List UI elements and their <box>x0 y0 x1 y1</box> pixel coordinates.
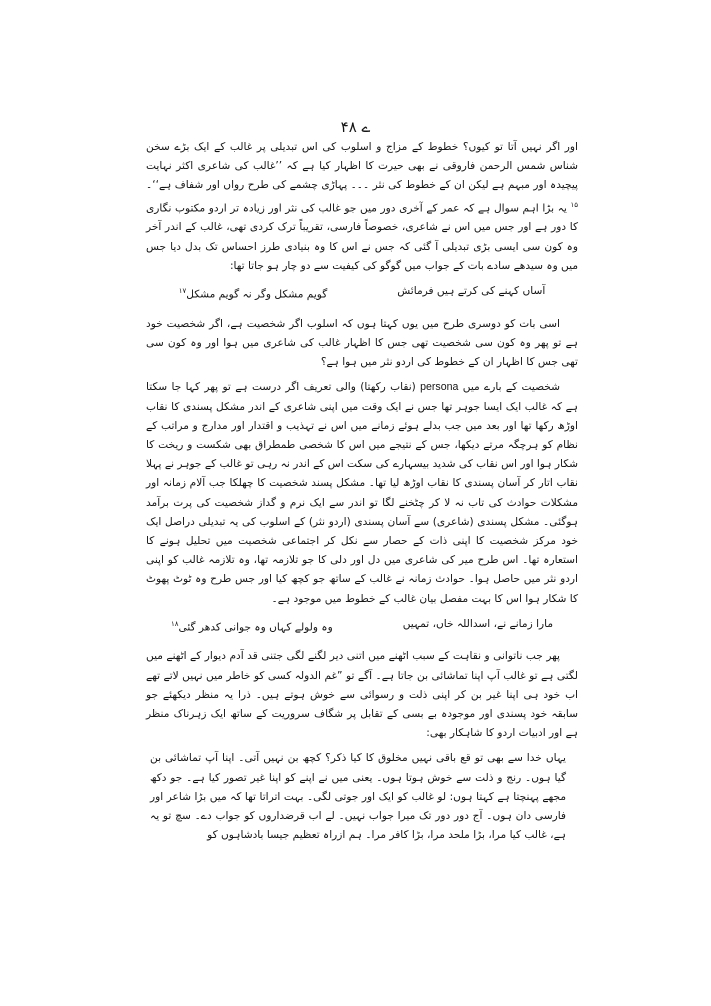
footnote-ref-17: ۱۷ <box>178 286 187 295</box>
footnote-ref-15: ۱۵ <box>570 200 578 209</box>
body-text <box>146 138 578 846</box>
verse-1-left: گویم مشکل وگر نہ گویم مشکل$^{۱۷}$ <box>178 286 328 301</box>
verse-2-left: وہ ولولے کہاں وہ جوانی کدھر گئی$^{۱۸}$ <box>170 619 333 634</box>
paragraph-1-text: اور اگر نہیں آتا تو کیوں؟ خطوط کے مزاج و اسلوب کی اس تبدیلی پر غالب کے ایک بڑے سخن شناس شمس الرحمن فاروقی نے بھی حیرت کا اظہار کیا ہے کہ ’’غالب کی شاعری اکثر نہایت پیچیدہ اور مبہم ہے لیکن ان کے خطوط کی نثر ۔۔۔ پہاڑی چشمے کی طرح رواں اور شفاف ہے‘‘۔ <box>146 141 578 192</box>
page-number: ۴۸ ے <box>340 118 371 136</box>
footnote-ref-18: ۱۸ <box>170 619 179 628</box>
verse-couplet-2 <box>146 615 578 638</box>
paragraph-2-text: یہ بڑا اہم سوال ہے کہ عمر کے آخری دور میں جو غالب کی نثر اور زیادہ تر اردو مکتوب نگاری کا دور ہے اور جس میں اس نے شاعری، خصوصاً فارسی، تقریباً ترک کردی تھی، غالب کے اندر آخر وہ کون سی ایسی بڑی تبدیلی آ گئی کہ جس نے اس کا وہ بنیادی طرز احساس تک بدل دیا جس میں وہ سیدھے سادے بات کے جواب میں گوگو کی کیفیت سے دو چار ہو جاتا تھا: <box>146 202 578 272</box>
paragraph-3: اسی بات کو دوسری طرح میں یوں کہتا ہوں کہ اسلوب اگر شخصیت ہے، اگر شخصیت خود ہے تو پھر وہ کون سی شخصیت تھی جس کا اظہار غالب کی شاعری میں ہوا اور وہ کون سی تھی جس کا اظہار ان کے خطوط کی اردو نثر میں ہوا ہے؟ <box>146 317 578 369</box>
verse-2-right: مارا زمانے نے، اسداللہ خاں، تمہیں <box>402 617 554 630</box>
persona-term: persona <box>420 381 459 394</box>
block-quote: یہاں خدا سے بھی تو قع باقی نہیں مخلوق کا کیا ذکر؟ کچھ بن نہیں آتی۔ اپنا آپ تماشائی بن گیا ہوں۔ رنج و ذلت سے خوش ہوتا ہوں۔ یعنی میں نے اپنے کو اپنا غیر تصور کیا ہے۔ جو دکھ مجھے پہنچتا ہے کہتا ہوں: لو غالب کو ایک اور جوتی لگی۔ بہت اتراتا تھا کہ میں بڑا شاعر اور فارسی دان ہوں۔ آج دور دور تک میرا جواب نہیں۔ لے اب قرضداروں کو جواب دے۔ سچ تو یہ ہے، غالب کیا مرا، بڑا ملحد مرا، بڑا کافر مرا۔ ہم ازراہ تعظیم جیسا بادشاہوں کو <box>150 752 566 842</box>
paragraph-1 <box>146 138 578 276</box>
verse-couplet-1 <box>146 282 578 305</box>
paragraph-5: پھر جب ناتوانی و نقاہت کے سبب اٹھنے میں اتنی دیر لگنے لگی جتنی قد آدم دیوار کے اٹھنے میں لگتی ہے تو غالب آپ اپنا تماشائی بن جاتا ہے۔ آگے تو ”غم الدولہ کسی کو خاطر میں نہیں لاتے تھے اب خود ہی اپنا غیر بن کر اپنی ذلت و رسوائی سے خوش ہوتے ہیں۔ ذرا یہ منظر دیکھئے جو سابقہ خود پسندی اور موجودہ بے بسی کے تقابل پر شگاف سروریت کے ساتھ ایک زہرناک منظر ہے اور ادبیات اردو کا شاہکار بھی: <box>146 650 578 740</box>
paragraph-4: شخصیت کے بارے میں persona (نقاب رکھتا) والی تعریف اگر درست ہے تو پھر کہا جا سکتا ہے کہ غالب ایک ایسا جوہر تھا جس نے ایک وقت میں اپنی شاعری کے اندر مشکل پسندی کا نقاب اوڑھ رکھا تھا اور بعد میں جب بدلے ہوئے زمانے میں اس نے تہذیب و اقتدار اور مدارج و مراتب کے نظام کو ہرچگہ مرتے دیکھا، جس کے نتیجے میں اس کا شخصی طمطراق بھی شکست و ریخت کا شکار ہوا اور اس نقاب کی شدید بیسہارے کی سکت اس کے اندر نہ رہی تو غالب کے جوہر نے پہلا نقاب اتار کر آسان پسندی کا نقاب اوڑھ لیا تھا۔ مشکل پسند شخصیت کا چھلکا جب آلام زمانہ اور مشکلات حوادث کی تاب نہ لا کر چٹخنے لگا تو اندر سے ایک نرم و گداز شخصیت کی پرت برآمد ہوگئی۔ مشکل پسندی (شاعری) سے آسان پسندی (اردو نثر) کے اسلوب کی یہ تبدیلی دراصل ایک خود مرکز شخصیت کا اپنی ذات کے حصار سے نکل کر اجتماعی شخصیت میں تحلیل ہونے کا استعارہ تھا۔ اس طرح میر کی شاعری میں دل اور دلی کا جو تلازمہ تھا، وہ تلازمہ غالب کو اپنی اردو نثر میں حاصل ہوا۔ حوادث زمانہ نے غالب کے ساتھ جو کچھ کیا اور جس طرح وہ ٹوٹ پھوٹ کا شکار ہوا اس کا بہت مفصل بیان غالب کے خطوط میں موجود ہے۔ <box>146 381 578 605</box>
verse-1-right: آساں کہنے کی کرتے ہیں فرمائش <box>397 284 546 297</box>
